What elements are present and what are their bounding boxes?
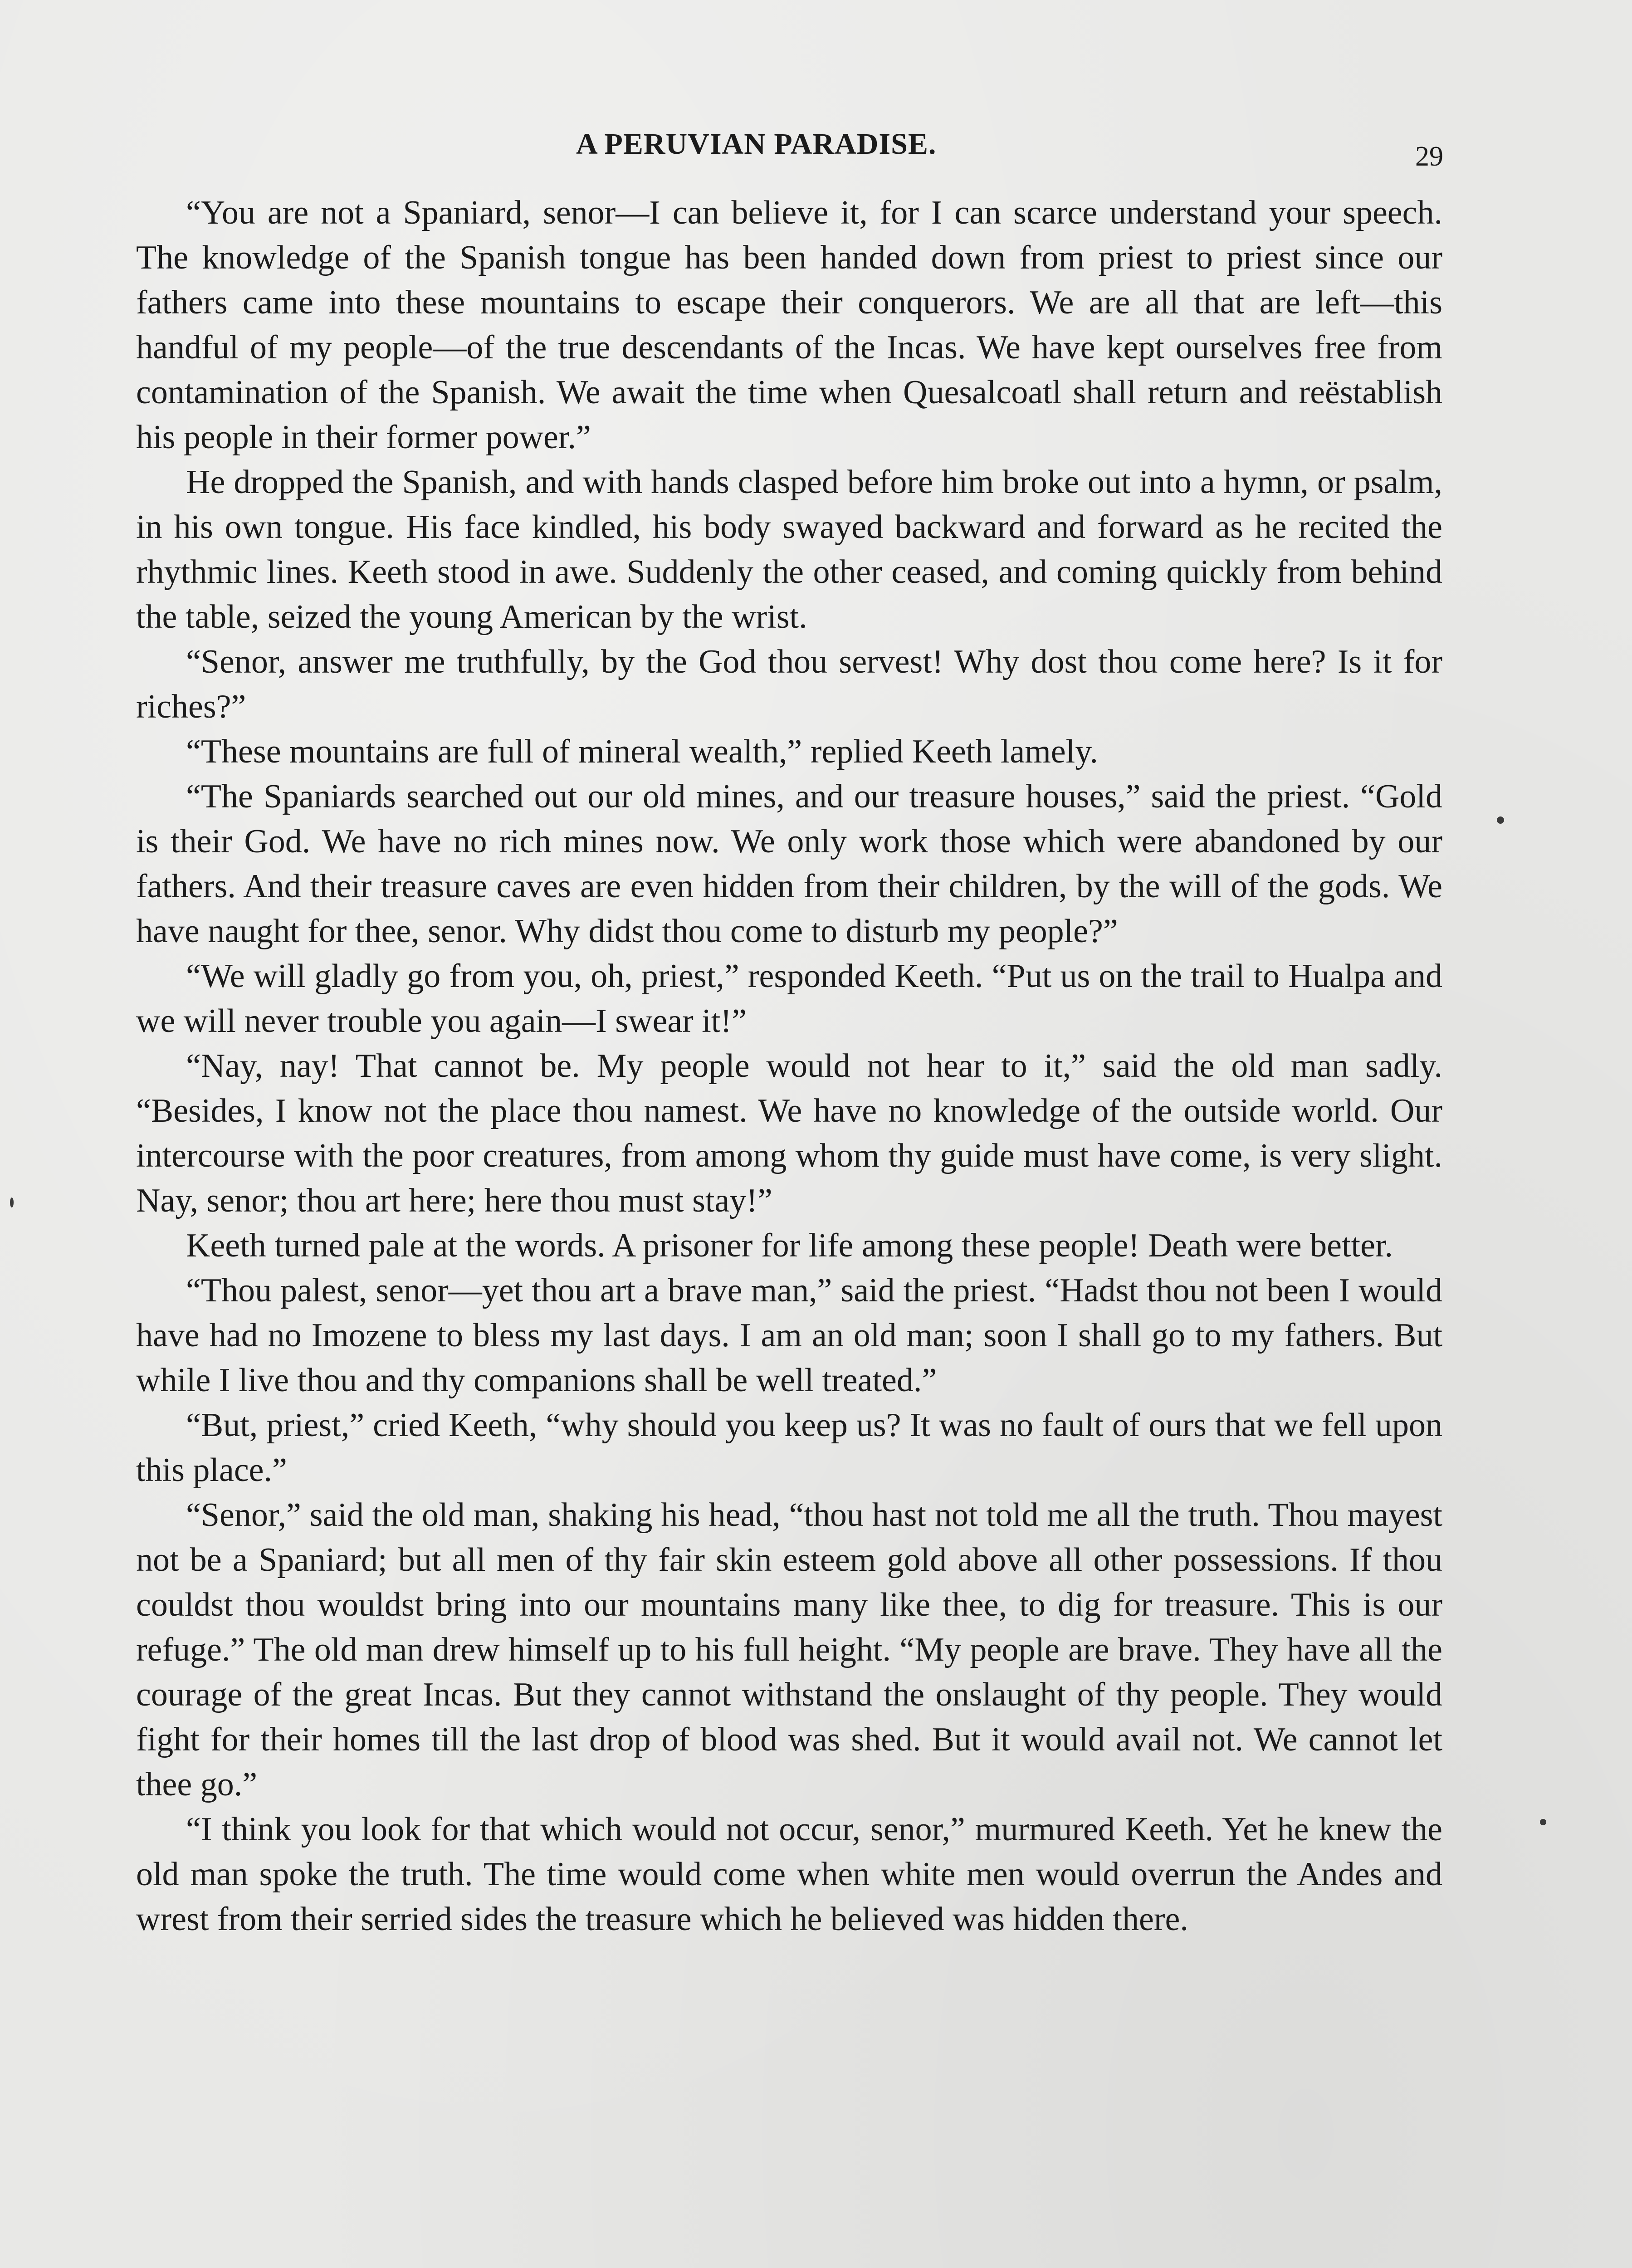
page-number: 29 bbox=[1415, 141, 1443, 172]
paragraph: “Thou palest, senor—yet thou art a brave man,” said the priest. “Hadst thou not been I would have had no Imozene to bless my last days. I am an old man; soon I shall go to my fathers. But while I live thou and thy companions shall be well treated.” bbox=[136, 1272, 1442, 1399]
running-title: A PERUVIAN PARADISE. bbox=[576, 127, 937, 161]
paper-speck bbox=[1540, 1819, 1546, 1825]
body-text bbox=[136, 191, 1442, 1942]
paragraph: “You are not a Spaniard, senor—I can believe it, for I can scarce understand your speech. The knowledge of the Spanish tongue has been handed down from priest to priest since our fathers came into these mountains to escape their conquerors. We are all that are left—this handful of my people—of the true descendants of the Incas. We have kept ourselves free from contamination of the Spanish. We await the time when Quesalcoatl shall return and reëstablish his people in their former power.” bbox=[136, 194, 1442, 456]
paper-speck bbox=[1497, 816, 1504, 824]
paragraph: “Nay, nay! That cannot be. My people would not hear to it,” said the old man sadly. “Besides, I know not the place thou namest. We have no knowledge of the outside world. Our intercourse with the poor creatures, from among whom thy guide must have come, is very slight. Nay, senor; thou art here; here thou must stay!” bbox=[136, 1047, 1442, 1219]
paragraph: “We will gladly go from you, oh, priest,” responded Keeth. “Put us on the trail to Hualpa and we will never trouble you again—I swear it!” bbox=[136, 958, 1442, 1040]
paragraph: Keeth turned pale at the words. A prisoner for life among these people! Death were better. bbox=[186, 1227, 1393, 1264]
paragraph: “I think you look for that which would not occur, senor,” murmured Keeth. Yet he knew the old man spoke the truth. The time would come when white men would overrun the Andes and wrest from their serried sides the treasure which he believed was hidden there. bbox=[136, 1811, 1442, 1938]
paragraph: He dropped the Spanish, and with hands clasped before him broke out into a hymn, or psalm, in his own tongue. His face kindled, his body swayed backward and forward as he recited the rhythmic lines. Keeth stood in awe. Suddenly the other ceased, and coming quickly from behind the table, seized the young American by the wrist. bbox=[136, 464, 1442, 635]
paragraph: “But, priest,” cried Keeth, “why should you keep us? It was no fault of ours that we fell upon this place.” bbox=[136, 1407, 1442, 1489]
paragraph: “These mountains are full of mineral wealth,” replied Keeth lamely. bbox=[186, 733, 1098, 770]
paper-speck bbox=[10, 1198, 14, 1207]
paragraph: “Senor, answer me truthfully, by the God thou servest! Why dost thou come here? Is it for riches?” bbox=[136, 643, 1442, 725]
paragraph: “The Spaniards searched out our old mines, and our treasure houses,” said the priest. “Gold is their God. We have no rich mines now. We only work those which were abandoned by our fathers. And their treasure caves are even hidden from their children, by the will of the gods. We have naught for thee, senor. Why didst thou come to disturb my people?” bbox=[136, 778, 1442, 950]
paragraph: “Senor,” said the old man, shaking his head, “thou hast not told me all the truth. Thou mayest not be a Spaniard; but all men of thy fair skin esteem gold above all other possessions. If thou couldst thou wouldst bring into our mountains many like thee, to dig for treasure. This is our refuge.” The old man drew himself up to his full height. “My people are brave. They have all the courage of the great Incas. But they cannot withstand the onslaught of thy people. They would fight for their homes till the last drop of blood was shed. But it would avail not. We cannot let thee go.” bbox=[136, 1496, 1442, 1803]
